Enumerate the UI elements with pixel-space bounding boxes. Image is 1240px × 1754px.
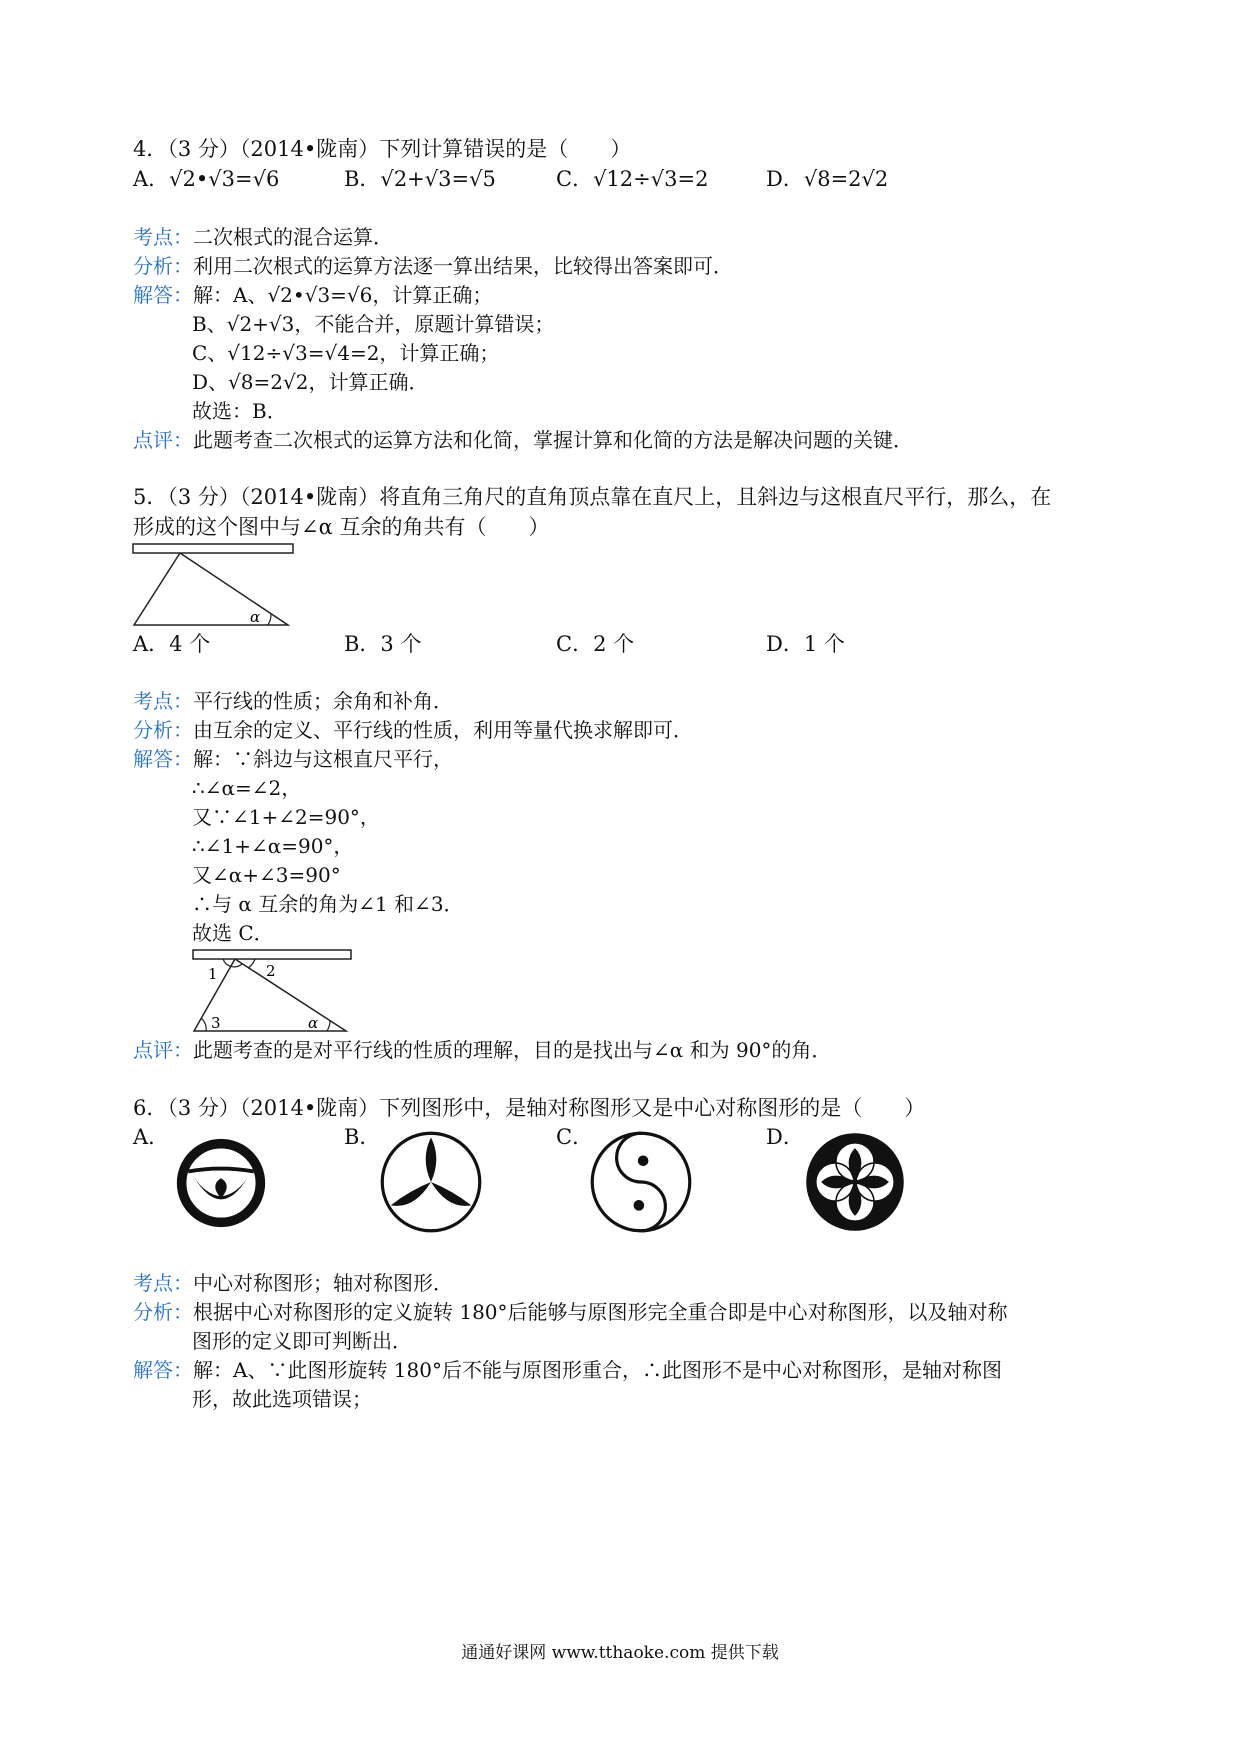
q4-kaodian <box>133 222 393 252</box>
jieda-line: C、√12÷√3=√4=2，计算正确； <box>192 341 500 365</box>
jieda-line: ∴与 α 互余的角为∠1 和∠3． <box>192 892 464 916</box>
q6-option-c-label: C． <box>556 1125 594 1149</box>
q5-solution-figure <box>190 948 360 1036</box>
q6-option-a-label: A． <box>133 1125 170 1149</box>
jieda-line: ∴∠1+∠α=90°， <box>192 834 354 858</box>
q6-option-d-label: D． <box>766 1125 804 1149</box>
dianping-text: 此题考查的是对平行线的性质的理解，目的是找出与∠α 和为 90°的角． <box>193 1038 832 1062</box>
q5-kaodian <box>133 686 453 716</box>
jieda-line: 形，故此选项错误； <box>192 1387 372 1411</box>
fenxi-text: 利用二次根式的运算方法逐一算出结果，比较得出答案即可． <box>193 254 733 278</box>
q4-option-c: C．√12÷√3=2 <box>556 167 709 191</box>
q5-stem-line2: 形成的这个图中与∠α 互余的角共有（ ） <box>133 515 550 539</box>
fenxi-label: 分析： <box>133 254 193 278</box>
figure-b-three-leaf-icon <box>378 1129 484 1235</box>
figure-c-yin-yang-icon <box>588 1129 694 1235</box>
q6-option-b-label: B． <box>344 1125 381 1149</box>
q4-stem: 4．（3 分）（2014•陇南）下列计算错误的是（ ） <box>133 137 632 161</box>
q4-dianping <box>133 425 913 455</box>
alpha-label: α <box>308 1014 319 1032</box>
jieda-line: 解：A、∵此图形旋转 180°后不能与原图形重合，∴此图形不是中心对称图形，是轴对称图 <box>193 1358 1002 1382</box>
dianping-label: 点评： <box>133 1038 193 1062</box>
kaodian-label: 考点： <box>133 225 193 249</box>
dianping-text: 此题考查二次根式的运算方法和化简，掌握计算和化简的方法是解决问题的关键． <box>193 428 913 452</box>
q6-stem: 6．（3 分）（2014•陇南）下列图形中，是轴对称图形又是中心对称图形的是（ ） <box>133 1096 926 1120</box>
jieda-line: 解：A、√2•√3=√6，计算正确； <box>193 283 493 307</box>
q5-option-d: D．1 个 <box>766 632 845 656</box>
jieda-label: 解答： <box>133 747 193 771</box>
dianping-label: 点评： <box>133 428 193 452</box>
jieda-line: ∴∠α=∠2， <box>192 776 302 800</box>
q5-stem-line1: 5．（3 分）（2014•陇南）将直角三角尺的直角顶点靠在直尺上，且斜边与这根直尺平行，那么，在 <box>133 485 1052 509</box>
q6-kaodian <box>133 1268 453 1298</box>
figure-d-four-petal-icon <box>802 1129 908 1235</box>
q6-fenxi <box>133 1297 1008 1327</box>
q5-jieda <box>133 744 453 774</box>
page-footer: 通通好课网 www.tthaoke.com 提供下载 <box>461 1643 779 1663</box>
q4-fenxi <box>133 251 733 281</box>
q4-option-b: B．√2+√3=√5 <box>344 167 496 191</box>
kaodian-label: 考点： <box>133 1271 193 1295</box>
q5-option-b: B．3 个 <box>344 632 422 656</box>
jieda-line: 又∵∠1+∠2=90°， <box>192 805 380 829</box>
fenxi-text: 由互余的定义、平行线的性质，利用等量代换求解即可． <box>193 718 693 742</box>
q5-option-a: A．4 个 <box>133 632 211 656</box>
fenxi-label: 分析： <box>133 718 193 742</box>
q5-dianping <box>133 1035 831 1065</box>
fenxi-text: 根据中心对称图形的定义旋转 180°后能够与原图形完全重合即是中心对称图形，以及轴对称 <box>193 1300 1008 1324</box>
kaodian-text: 中心对称图形；轴对称图形． <box>193 1271 453 1295</box>
jieda-line: D、√8=2√2，计算正确． <box>192 370 429 394</box>
q5-fenxi <box>133 715 693 745</box>
angle-2-label: 2 <box>266 962 276 980</box>
jieda-label: 解答： <box>133 283 193 307</box>
jieda-line: 解：∵斜边与这根直尺平行， <box>193 747 453 771</box>
q4-option-a: A．√2•√3=√6 <box>133 167 280 191</box>
q5-figure-ruler-triangle <box>130 542 300 632</box>
kaodian-label: 考点： <box>133 689 193 713</box>
jieda-label: 解答： <box>133 1358 193 1382</box>
fenxi-label: 分析： <box>133 1300 193 1324</box>
q6-jieda <box>133 1355 1002 1385</box>
q4-jieda <box>133 280 492 310</box>
q4-option-d: D．√8=2√2 <box>766 167 889 191</box>
angle-1-label: 1 <box>208 965 218 983</box>
jieda-line: 又∠α+∠3=90° <box>192 863 341 887</box>
jieda-line: 故选：B． <box>192 399 287 423</box>
jieda-line: B、√2+√3，不能合并，原题计算错误； <box>192 312 555 336</box>
kaodian-text: 平行线的性质；余角和补角． <box>193 689 453 713</box>
alpha-label: α <box>250 608 261 626</box>
fenxi-text-cont: 图形的定义即可判断出． <box>192 1329 412 1353</box>
kaodian-text: 二次根式的混合运算． <box>193 225 393 249</box>
q5-option-c: C．2 个 <box>556 632 635 656</box>
angle-3-label: 3 <box>211 1014 221 1032</box>
figure-a-emblem-icon <box>173 1135 269 1231</box>
jieda-line: 故选 C． <box>192 921 274 945</box>
